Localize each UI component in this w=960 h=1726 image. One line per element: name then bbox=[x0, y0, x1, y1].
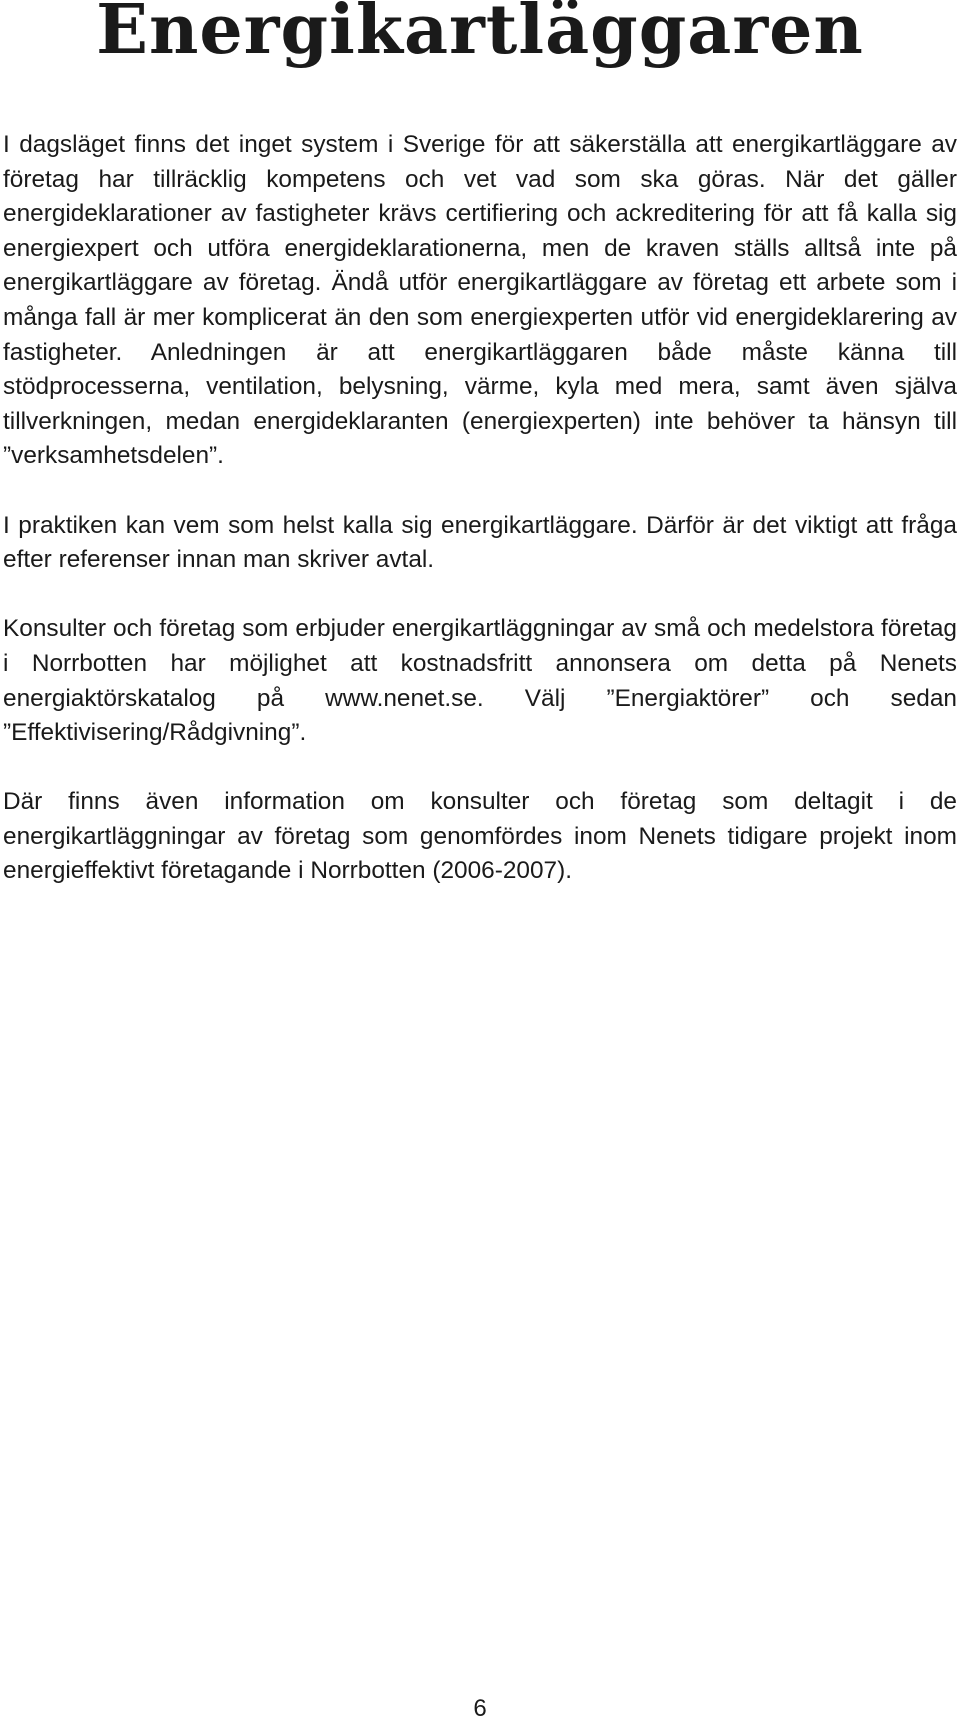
page-number: 6 bbox=[473, 1695, 487, 1722]
paragraph-3: Konsulter och företag som erbjuder energikartläggningar av små och medelstora företag i Norrbotten har möjlighet att kostnadsfritt annonsera om detta på Nenets energiaktörskatalog på www.nenet.se. Välj ”Energiaktörer” och sedan ”Effektivisering/Rådgivning”. bbox=[3, 615, 957, 747]
paragraph-1: I dagsläget finns det inget system i Sverige för att säkerställa att energikartläggare av företag har tillräcklig kompetens och vet vad som ska göras. När det gäller energideklarationer av fastigheter krävs certifiering och ackreditering för att få kalla sig energiexpert och utföra energideklarationerna, men de kraven ställs alltså inte på energikartläggare av företag. Ändå utför energikartläggare av företag ett arbete som i många fall är mer komplicerat än den som energiexperten utför vid energideklarering av fastigheter. Anledningen är att energikartläggaren både måste känna till stödprocesserna, ventilation, belysning, värme, kyla med mera, samt även själva tillverkningen, medan energideklaranten (energiexperten) inte behöver ta hänsyn till ”verksamhetsdelen”. bbox=[3, 131, 957, 470]
paragraph-4: Där finns även information om konsulter och företag som deltagit i de energikartläggningar av företag som genomfördes inom Nenets tidigare projekt inom energieffektivt företagande i Norrbotten (2006-2007). bbox=[3, 788, 957, 885]
page-title: Energikartläggaren bbox=[96, 0, 864, 70]
paragraph-2: I praktiken kan vem som helst kalla sig energikartläggare. Därför är det viktigt att fråga efter referenser innan man skriver avtal. bbox=[3, 511, 957, 574]
body-text bbox=[3, 128, 957, 924]
